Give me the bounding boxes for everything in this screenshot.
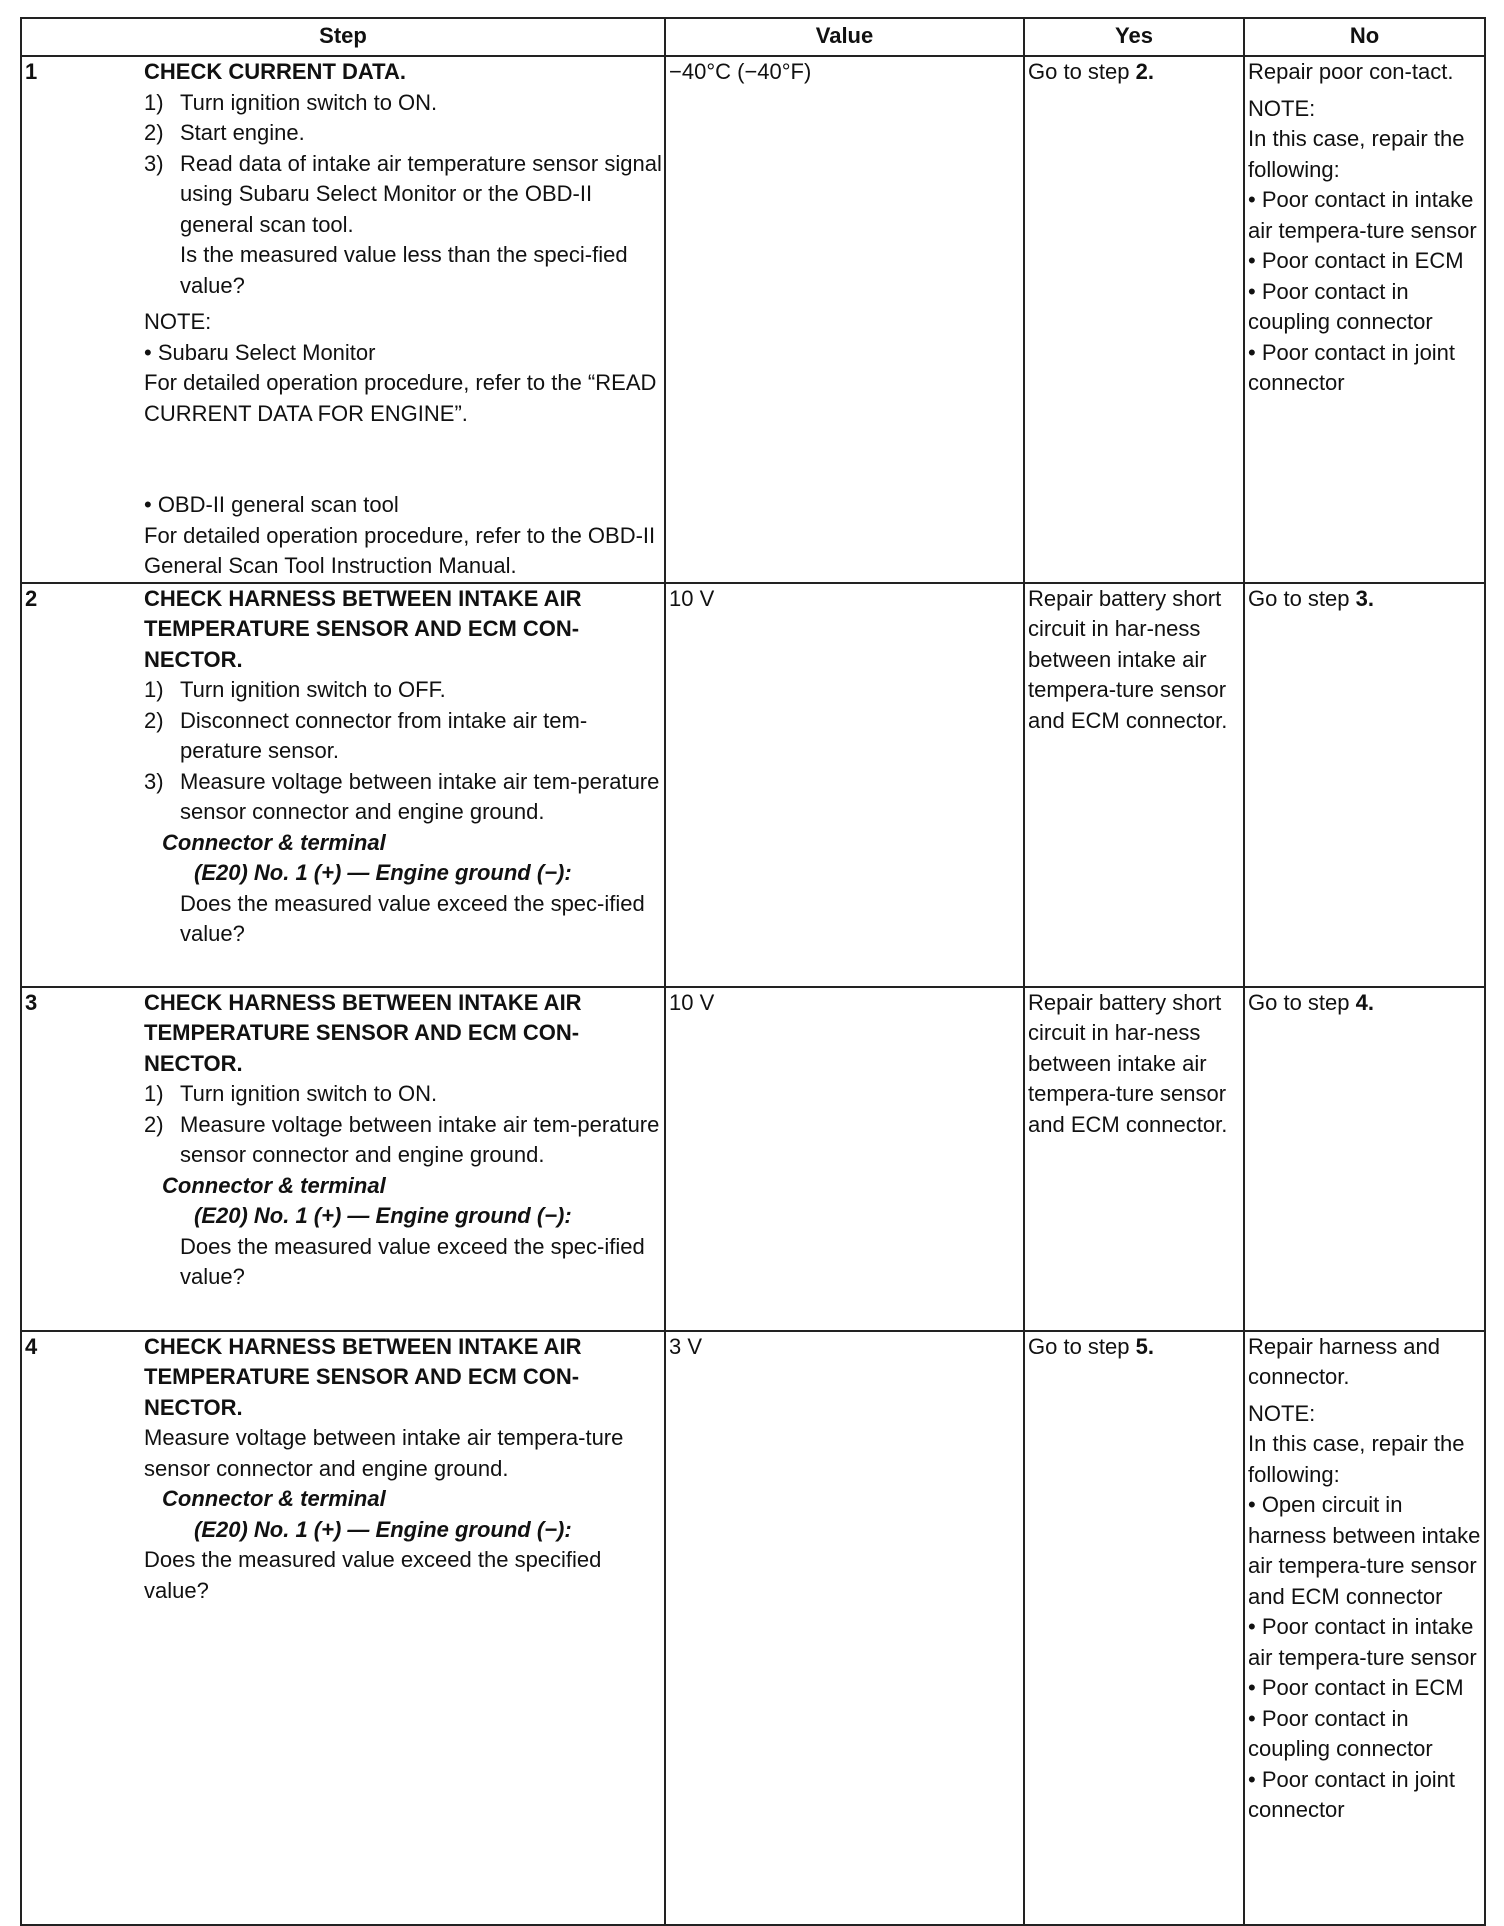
step-title: CHECK HARNESS BETWEEN INTAKE AIR TEMPERATURE SENSOR AND ECM CON-NECTOR. <box>144 585 582 672</box>
header-no: No <box>1244 18 1485 56</box>
connector-terminal-label: Connector & terminal <box>162 1486 386 1511</box>
connector-terminal-value: (E20) No. 1 (+) — Engine ground (−): <box>194 1203 572 1228</box>
no-note-item: • Poor contact in ECM <box>1248 248 1464 273</box>
connector-terminal-value: (E20) No. 1 (+) — Engine ground (−): <box>194 860 572 885</box>
no-note-item: • Poor contact in intake air tempera-ture sensor <box>1248 187 1477 243</box>
instruction-text: Turn ignition switch to ON. <box>180 89 438 115</box>
header-yes: Yes <box>1024 18 1244 56</box>
step-number: 1 <box>25 59 38 84</box>
no-cell <box>1244 56 1485 583</box>
note-tool-text: For detailed operation procedure, refer to the “READ CURRENT DATA FOR ENGINE”. <box>144 370 657 426</box>
no-step-ref: 3. <box>1355 585 1374 611</box>
no-text: Go to step <box>1248 989 1356 1015</box>
no-note-intro: In this case, repair the following: <box>1248 126 1465 182</box>
step-cell <box>21 56 665 583</box>
step-number: 3 <box>25 989 38 1015</box>
value-cell: 3 V <box>665 1331 1024 1925</box>
yes-text: Go to step <box>1028 1333 1136 1359</box>
no-lead: Repair poor con-tact. <box>1248 59 1454 84</box>
connector-terminal-label: Connector & terminal <box>162 1172 386 1198</box>
step-cell <box>21 1331 665 1925</box>
no-note-item: • Poor contact in joint connector <box>1248 339 1456 395</box>
step-number: 2 <box>25 585 38 611</box>
diagnostic-procedure-sheet <box>20 17 1484 1904</box>
instruction-item <box>144 675 662 706</box>
instruction-text: Turn ignition switch to OFF. <box>180 677 446 702</box>
diagnostic-table <box>20 17 1486 1926</box>
step-intro: Measure voltage between intake air tempera-ture sensor connector and engine ground. <box>144 1425 624 1481</box>
instruction-number: 2) <box>144 120 164 145</box>
value-cell: 10 V <box>665 987 1024 1331</box>
table-row <box>21 987 1485 1331</box>
header-value: Value <box>665 18 1024 56</box>
step-cell <box>21 987 665 1331</box>
no-note-item: • Poor contact in intake air tempera-ture sensor <box>1248 1614 1477 1670</box>
instruction-text: Turn ignition switch to ON. <box>180 1081 438 1106</box>
instruction-text: Measure voltage between intake air tem-perature sensor connector and engine ground. <box>180 1111 660 1167</box>
step-instructions <box>144 1079 662 1171</box>
header-step: Step <box>21 18 665 56</box>
instruction-item <box>144 706 662 767</box>
value-cell: −40°C (−40°F) <box>665 56 1024 583</box>
instruction-number: 1) <box>144 677 164 702</box>
yes-text: Go to step <box>1028 59 1136 84</box>
step-cell <box>21 583 665 987</box>
instruction-text: Start engine. <box>180 120 305 145</box>
step-instructions <box>144 88 662 241</box>
instruction-number: 1) <box>144 1081 164 1106</box>
table-row <box>21 1331 1485 1925</box>
no-cell <box>1244 1331 1485 1925</box>
instruction-item <box>144 1110 662 1171</box>
yes-cell: Repair battery short circuit in har-ness between intake air tempera-ture sensor and ECM connector. <box>1024 583 1244 987</box>
step-number: 4 <box>25 1333 38 1359</box>
no-step-ref: 4. <box>1355 989 1374 1015</box>
instruction-item <box>144 1079 662 1110</box>
instruction-number: 2) <box>144 1111 164 1137</box>
yes-step-ref: 5. <box>1135 1333 1154 1359</box>
no-note-item: • Poor contact in coupling connector <box>1248 1705 1433 1761</box>
note-tool-title: • OBD-II general scan tool <box>144 492 399 517</box>
step-question: Does the measured value exceed the spec-ified value? <box>180 1233 645 1289</box>
no-note-label: NOTE: <box>1248 95 1316 121</box>
instruction-text: Disconnect connector from intake air tem-perature sensor. <box>180 707 588 763</box>
no-note-intro: In this case, repair the following: <box>1248 1431 1465 1487</box>
no-lead: Repair harness and connector. <box>1248 1333 1441 1389</box>
yes-cell <box>1024 56 1244 583</box>
instruction-text: Measure voltage between intake air tem-perature sensor connector and engine ground. <box>180 768 660 824</box>
instruction-number: 3) <box>144 150 164 176</box>
instruction-number: 1) <box>144 89 164 115</box>
no-note-item: • Poor contact in joint connector <box>1248 1766 1456 1822</box>
note-tool-text: For detailed operation procedure, refer to the OBD-II General Scan Tool Instruction Manual. <box>144 522 656 578</box>
no-note-item: • Poor contact in coupling connector <box>1248 278 1433 334</box>
no-note-item: • Poor contact in ECM <box>1248 1675 1464 1700</box>
no-note-item: • Open circuit in harness between intake air tempera-ture sensor and ECM connector <box>1248 1492 1481 1609</box>
step-question: Does the measured value exceed the specified value? <box>144 1547 602 1603</box>
no-note-label: NOTE: <box>1248 1400 1316 1426</box>
connector-terminal-label: Connector & terminal <box>162 829 386 855</box>
instruction-item <box>144 88 662 119</box>
instruction-text: Read data of intake air temperature sensor signal using Subaru Select Monitor or the OBD-II general scan tool. <box>180 150 662 237</box>
yes-cell <box>1024 1331 1244 1925</box>
table-row <box>21 583 1485 987</box>
step-title: CHECK HARNESS BETWEEN INTAKE AIR TEMPERATURE SENSOR AND ECM CON-NECTOR. <box>144 1333 582 1420</box>
step-question: Is the measured value less than the speci-fied value? <box>180 242 628 298</box>
yes-cell: Repair battery short circuit in har-ness between intake air tempera-ture sensor and ECM connector. <box>1024 987 1244 1331</box>
yes-step-ref: 2. <box>1135 59 1154 84</box>
instruction-item <box>144 118 662 149</box>
instruction-item <box>144 149 662 241</box>
instruction-item <box>144 767 662 828</box>
instruction-number: 2) <box>144 707 164 733</box>
table-header-row <box>21 18 1485 56</box>
instruction-number: 3) <box>144 768 164 794</box>
no-cell <box>1244 583 1485 987</box>
note-tool-title: • Subaru Select Monitor <box>144 339 376 365</box>
table-row <box>21 56 1485 583</box>
step-question: Does the measured value exceed the spec-ified value? <box>180 890 645 946</box>
step-title: CHECK HARNESS BETWEEN INTAKE AIR TEMPERATURE SENSOR AND ECM CON-NECTOR. <box>144 989 582 1076</box>
note-label: NOTE: <box>144 309 212 334</box>
step-instructions <box>144 675 662 828</box>
step-title: CHECK CURRENT DATA. <box>144 59 406 84</box>
no-text: Go to step <box>1248 585 1356 611</box>
value-cell: 10 V <box>665 583 1024 987</box>
connector-terminal-value: (E20) No. 1 (+) — Engine ground (−): <box>194 1516 572 1542</box>
no-cell <box>1244 987 1485 1331</box>
